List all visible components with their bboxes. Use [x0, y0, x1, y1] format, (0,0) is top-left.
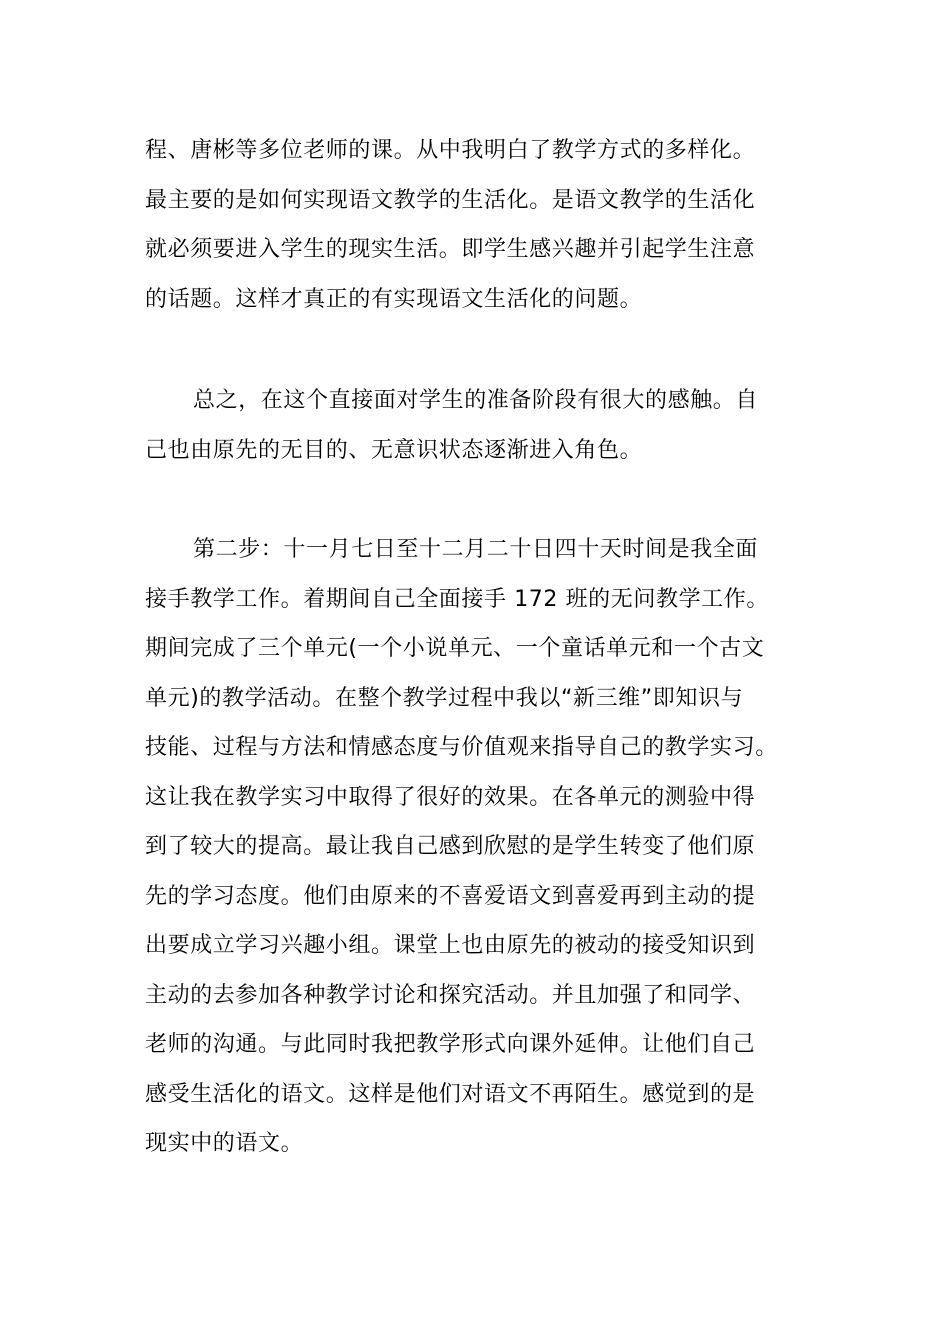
paragraph-line: 就必须要进入学生的现实生活。即学生感兴趣并引起学生注意	[145, 237, 756, 262]
paragraph-line: 老师的沟通。与此同时我把教学形式向课外延伸。让他们自己	[145, 1032, 756, 1057]
paragraph-line: 的话题。这样才真正的有实现语文生活化的问题。	[145, 286, 643, 312]
paragraph-line: 感受生活化的语文。这样是他们对语文不再陌生。感觉到的是	[145, 1081, 756, 1107]
paragraph-line: 先的学习态度。他们由原来的不喜爱语文到喜爱再到主动的提	[145, 883, 756, 909]
paragraph-line: 最主要的是如何实现语文教学的生活化。是语文教学的生活化	[145, 187, 756, 213]
paragraph-line: 接手教学工作。着期间自己全面接手 172 班的无问教学工作。	[145, 586, 769, 612]
paragraph-line: 总之，在这个直接面对学生的准备阶段有很大的感触。自	[193, 388, 759, 413]
paragraph-line: 这让我在教学实习中取得了很好的效果。在各单元的测验中得	[145, 784, 756, 810]
paragraph-line: 期间完成了三个单元(一个小说单元、一个童话单元和一个古文	[145, 636, 765, 661]
paragraph-3	[145, 525, 810, 1169]
paragraph-line: 己也由原先的无目的、无意识状态逐渐进入角色。	[145, 437, 643, 463]
paragraph-line: 出要成立学习兴趣小组。课堂上也由原先的被动的接受知识到	[145, 933, 756, 958]
paragraph-1	[145, 126, 810, 324]
paragraph-line: 主动的去参加各种教学讨论和探究活动。并且加强了和同学、	[145, 982, 756, 1008]
paragraph-line: 技能、过程与方法和情感态度与价值观来指导自己的教学实习。	[145, 735, 778, 760]
paragraph-line: 单元)的教学活动。在整个教学过程中我以“新三维”即知识与	[145, 685, 744, 711]
paragraph-2	[145, 376, 810, 475]
paragraph-line: 第二步：十一月七日至十二月二十日四十天时间是我全面	[193, 537, 759, 562]
paragraph-line: 现实中的语文。	[145, 1131, 304, 1156]
paragraph-line: 程、唐彬等多位老师的课。从中我明白了教学方式的多样化。	[145, 138, 756, 163]
paragraph-line: 到了较大的提高。最让我自己感到欣慰的是学生转变了他们原	[145, 834, 756, 859]
